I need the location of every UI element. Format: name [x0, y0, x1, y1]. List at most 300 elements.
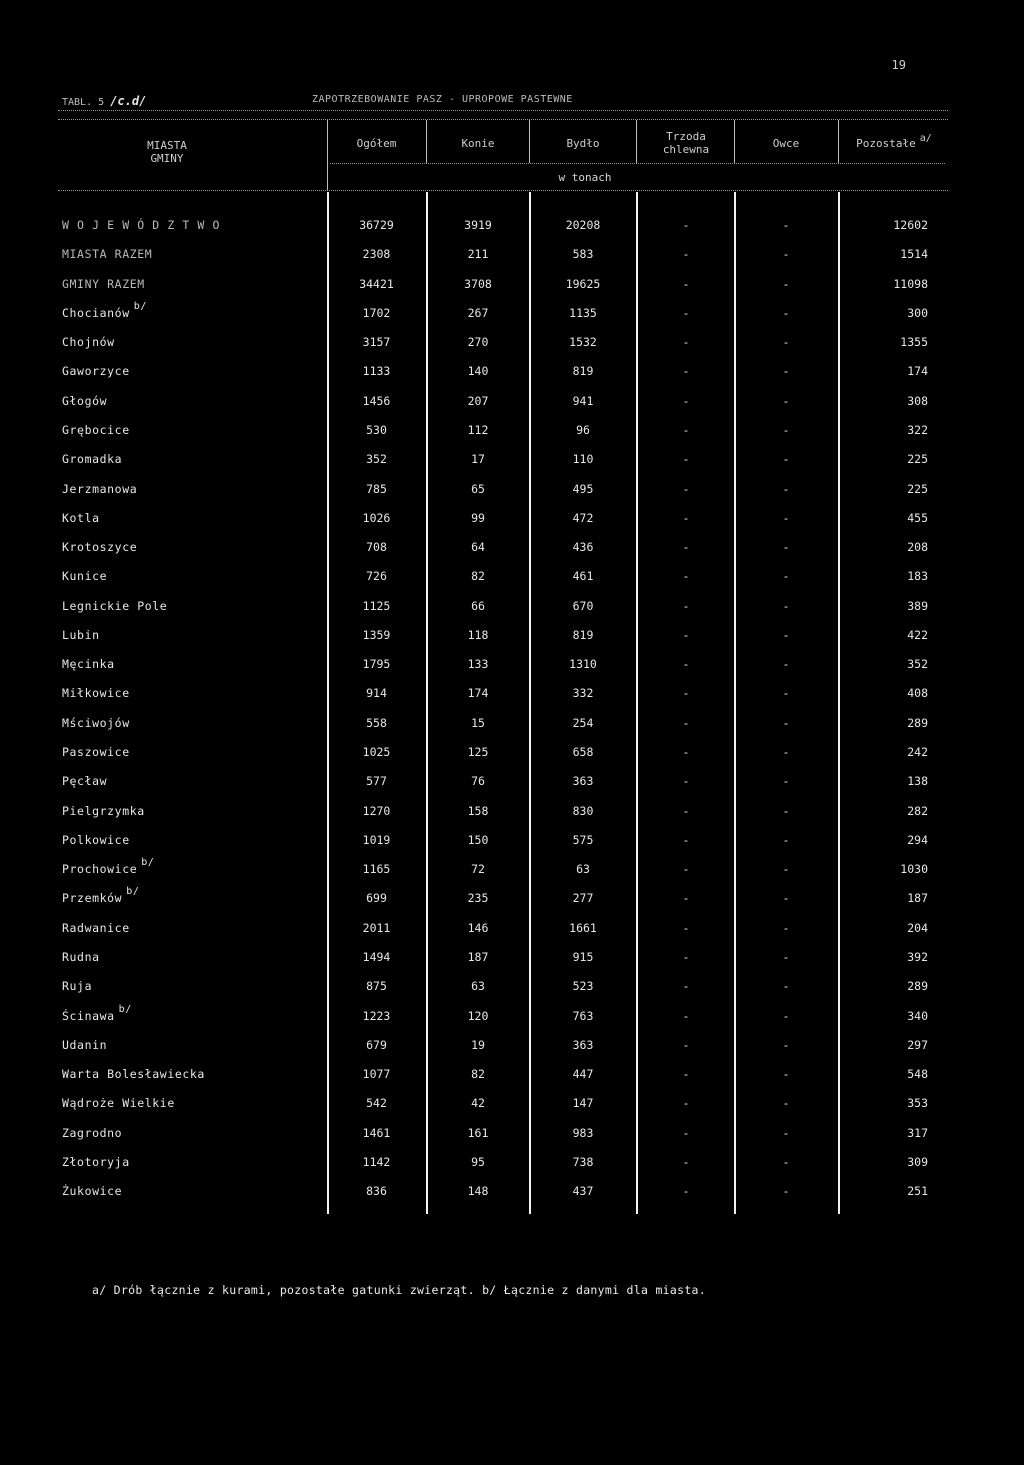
cell-pozostale: 183 — [907, 569, 928, 584]
table-row — [0, 1035, 1024, 1055]
cell-konie: 82 — [471, 1067, 485, 1082]
row-name — [62, 1123, 122, 1143]
cell-trzoda: - — [682, 598, 690, 613]
cell-konie: 65 — [471, 481, 485, 496]
cell-bydlo: 96 — [576, 422, 590, 437]
row-name — [62, 300, 147, 323]
footnote: a/ Drób łącznie z kurami, pozostałe gatunki zwierząt. b/ Łącznie z danymi dla miasta. — [92, 1283, 707, 1297]
cell-ogolem: 699 — [366, 891, 387, 906]
cell-pozostale: 300 — [907, 305, 928, 320]
cell-owce: - — [782, 686, 790, 701]
row-footnote-ref: b/ — [133, 300, 147, 312]
cell-bydlo: 363 — [572, 774, 594, 789]
cell-pozostale: 282 — [907, 803, 928, 818]
row-name-text: Pęcław — [62, 774, 108, 789]
cell-pozostale: 352 — [907, 657, 928, 672]
row-name-text: Warta Bolesławiecka — [62, 1067, 205, 1082]
cell-bydlo: 472 — [572, 510, 594, 525]
cell-bydlo: 437 — [572, 1184, 594, 1199]
col-header-owce: Owce — [772, 137, 800, 150]
row-name-text: Męcinka — [62, 657, 115, 672]
table-row — [0, 596, 1024, 616]
cell-pozostale: 174 — [907, 364, 928, 379]
row-name-text: MIASTA RAZEM — [62, 247, 153, 262]
row-name-text: Chocianów — [62, 305, 130, 320]
row-name-text: Wądroże Wielkie — [62, 1096, 175, 1111]
cell-ogolem: 1494 — [362, 950, 391, 964]
unit-rule — [330, 163, 945, 164]
row-name — [62, 244, 152, 264]
row-name-text: Głogów — [62, 393, 108, 408]
col-header-pozostale-label: Pozostałe — [856, 137, 916, 150]
row-name — [62, 713, 130, 733]
cell-trzoda: - — [682, 1184, 690, 1199]
table-row — [0, 859, 1024, 879]
cell-owce: - — [782, 422, 790, 437]
cell-konie: 140 — [467, 364, 489, 379]
top-rule — [58, 110, 948, 111]
cell-pozostale: 294 — [907, 832, 928, 847]
cell-pozostale: 242 — [907, 745, 928, 760]
cell-owce: - — [782, 745, 790, 760]
cell-pozostale: 1030 — [900, 862, 928, 877]
cell-trzoda: - — [682, 335, 690, 350]
cell-pozostale: 309 — [907, 1154, 928, 1169]
cell-pozostale: 289 — [907, 979, 928, 994]
cell-pozostale: 317 — [907, 1125, 928, 1140]
cell-bydlo: 436 — [572, 540, 594, 555]
cell-konie: 146 — [467, 920, 489, 935]
row-name — [62, 215, 220, 235]
cell-konie: 19 — [471, 1037, 485, 1052]
table-row — [0, 420, 1024, 440]
cell-bydlo: 819 — [572, 627, 594, 642]
cell-bydlo: 20208 — [565, 218, 601, 232]
cell-konie: 42 — [471, 1096, 485, 1111]
row-name — [62, 830, 130, 850]
cell-bydlo: 819 — [572, 364, 594, 379]
table-row — [0, 300, 1024, 323]
cell-bydlo: 523 — [572, 979, 594, 994]
row-name-text: Udanin — [62, 1037, 108, 1052]
cell-pozostale: 1355 — [900, 335, 928, 350]
cell-ogolem: 1165 — [362, 862, 391, 877]
vrule-head-5 — [838, 120, 839, 163]
cell-owce: - — [782, 364, 790, 379]
row-name-text: Kotla — [62, 510, 100, 525]
row-name-text: W O J E W Ó D Z T W O — [62, 218, 220, 232]
row-name-text: Chojnów — [62, 335, 115, 350]
cell-konie: 267 — [467, 305, 489, 320]
row-name — [62, 449, 122, 469]
cell-bydlo: 447 — [572, 1067, 594, 1082]
col-header-ogolem: Ogółem — [356, 137, 397, 150]
cell-trzoda: - — [682, 862, 690, 877]
cell-owce: - — [782, 247, 790, 262]
row-name-text: Ścinawa — [62, 1008, 115, 1023]
cell-pozostale: 138 — [907, 774, 928, 789]
cell-konie: 95 — [471, 1154, 485, 1169]
col-header-trzoda — [640, 130, 732, 156]
table-row — [0, 566, 1024, 586]
cell-konie: 3708 — [464, 276, 492, 291]
cell-pozostale: 225 — [907, 452, 928, 467]
cell-bydlo: 830 — [572, 803, 594, 818]
cell-pozostale: 12602 — [893, 218, 928, 232]
row-name — [62, 479, 137, 499]
table-row — [0, 479, 1024, 499]
vrule-head-0 — [327, 120, 328, 190]
cell-owce: - — [782, 832, 790, 847]
row-footnote-ref: b/ — [141, 857, 155, 869]
vrule-head-2 — [529, 120, 530, 163]
table-row — [0, 1152, 1024, 1172]
vrule-head-1 — [426, 120, 427, 163]
cell-owce: - — [782, 979, 790, 994]
cell-trzoda: - — [682, 1067, 690, 1082]
col-header-pozostale-note: a/ — [919, 133, 932, 144]
cell-konie: 72 — [471, 862, 485, 877]
cell-owce: - — [782, 920, 790, 935]
cell-ogolem: 542 — [366, 1096, 387, 1111]
cell-trzoda: - — [682, 218, 690, 232]
cell-trzoda: - — [682, 540, 690, 555]
cell-konie: 112 — [467, 422, 489, 437]
cell-trzoda: - — [682, 686, 690, 701]
row-name-text: Jerzmanowa — [62, 481, 138, 496]
cell-trzoda: - — [682, 891, 690, 906]
cell-ogolem: 1223 — [362, 1008, 391, 1023]
cell-owce: - — [782, 1125, 790, 1140]
cell-konie: 63 — [471, 979, 485, 994]
cell-trzoda: - — [682, 364, 690, 379]
cell-ogolem: 2308 — [362, 247, 391, 262]
cell-owce: - — [782, 1037, 790, 1052]
table-row — [0, 332, 1024, 352]
cell-konie: 161 — [467, 1125, 489, 1140]
table-row — [0, 713, 1024, 733]
row-name — [62, 1064, 205, 1084]
cell-trzoda: - — [682, 715, 690, 730]
table-row — [0, 1093, 1024, 1113]
cell-ogolem: 679 — [366, 1037, 387, 1052]
cell-pozostale: 1514 — [900, 247, 928, 262]
cell-konie: 64 — [471, 540, 485, 555]
cell-ogolem: 2011 — [362, 920, 391, 935]
cell-bydlo: 670 — [572, 598, 594, 613]
cell-ogolem: 352 — [366, 452, 387, 467]
cell-konie: 66 — [471, 598, 485, 613]
cell-bydlo: 658 — [572, 745, 594, 760]
cell-bydlo: 1661 — [569, 920, 597, 935]
row-name-text: Gaworzyce — [62, 364, 130, 379]
cell-trzoda: - — [682, 803, 690, 818]
cell-konie: 118 — [467, 627, 489, 642]
cell-trzoda: - — [682, 1125, 690, 1140]
cell-trzoda: - — [682, 950, 690, 964]
col-header-trzoda-l1: Trzoda — [666, 130, 706, 143]
cell-owce: - — [782, 218, 790, 232]
col-header-konie: Konie — [461, 137, 495, 150]
row-name — [62, 918, 130, 938]
cell-pozostale: 392 — [907, 950, 928, 964]
cell-konie: 174 — [467, 686, 489, 701]
row-name-text: Paszowice — [62, 745, 130, 760]
row-name-text: Lubin — [62, 627, 100, 642]
row-name — [62, 1003, 132, 1026]
table-row — [0, 918, 1024, 938]
cell-bydlo: 915 — [572, 950, 594, 964]
row-name-text: Radwanice — [62, 920, 130, 935]
cell-konie: 158 — [467, 803, 489, 818]
table-ref: /c.d/ — [110, 94, 147, 108]
col-header-trzoda-l2: chlewna — [662, 143, 710, 156]
row-name — [62, 654, 115, 674]
cell-konie: 270 — [467, 335, 489, 350]
cell-pozostale: 225 — [907, 481, 928, 496]
cell-owce: - — [782, 803, 790, 818]
table-row — [0, 771, 1024, 791]
row-footnote-ref: b/ — [118, 1003, 132, 1015]
cell-trzoda: - — [682, 481, 690, 496]
cell-owce: - — [782, 1096, 790, 1111]
table-row — [0, 625, 1024, 645]
cell-pozostale: 322 — [907, 422, 928, 437]
row-name-text: Rudna — [62, 950, 100, 964]
cell-bydlo: 495 — [572, 481, 594, 496]
header-bottom-rule — [58, 190, 948, 191]
table-row — [0, 1181, 1024, 1201]
row-name-text: Polkowice — [62, 832, 130, 847]
row-name-text: Mściwojów — [62, 715, 130, 730]
cell-pozostale: 208 — [907, 540, 928, 555]
row-name-text: Pielgrzymka — [62, 803, 145, 818]
row-name — [62, 886, 140, 908]
row-name — [62, 683, 130, 703]
row-name — [62, 566, 107, 586]
vrule-head-3 — [636, 120, 637, 163]
row-name-text: Ruja — [62, 979, 93, 994]
col-header-pozostale — [842, 133, 946, 151]
cell-bydlo: 583 — [572, 247, 594, 262]
cell-ogolem: 530 — [366, 422, 387, 437]
cell-pozostale: 455 — [907, 510, 928, 525]
row-name-text: Zagrodno — [62, 1125, 123, 1140]
cell-konie: 125 — [467, 745, 489, 760]
cell-bydlo: 1532 — [569, 335, 597, 350]
cell-trzoda: - — [682, 745, 690, 760]
cell-ogolem: 36729 — [359, 218, 394, 232]
row-name-text: Miłkowice — [62, 686, 130, 701]
cell-bydlo: 461 — [572, 569, 594, 584]
cell-bydlo: 1310 — [569, 657, 597, 672]
table-row — [0, 801, 1024, 821]
cell-konie: 133 — [467, 657, 489, 672]
cell-trzoda: - — [682, 1154, 690, 1169]
cell-trzoda: - — [682, 657, 690, 672]
row-name-text: Przemków — [62, 891, 123, 906]
table-row — [0, 683, 1024, 703]
cell-owce: - — [782, 1067, 790, 1082]
cell-ogolem: 1125 — [362, 598, 391, 613]
row-name-text: Legnickie Pole — [62, 598, 168, 613]
row-name — [62, 508, 100, 528]
cell-konie: 15 — [471, 715, 485, 730]
cell-ogolem: 914 — [366, 686, 387, 701]
cell-konie: 17 — [471, 452, 485, 467]
col-header-miasta: MIASTA — [147, 139, 187, 152]
cell-ogolem: 1142 — [362, 1154, 391, 1169]
cell-trzoda: - — [682, 452, 690, 467]
cell-pozostale: 297 — [907, 1037, 928, 1052]
cell-ogolem: 785 — [366, 481, 387, 496]
cell-ogolem: 1795 — [362, 657, 391, 672]
row-name-text: Żukowice — [62, 1184, 123, 1199]
row-name — [62, 947, 100, 967]
col-header-bydlo: Bydło — [566, 137, 600, 150]
cell-owce: - — [782, 569, 790, 584]
cell-ogolem: 1026 — [362, 510, 391, 525]
cell-trzoda: - — [682, 920, 690, 935]
cell-trzoda: - — [682, 305, 690, 320]
cell-konie: 120 — [467, 1008, 489, 1023]
cell-trzoda: - — [682, 422, 690, 437]
table-row — [0, 830, 1024, 850]
table-row — [0, 508, 1024, 528]
row-name — [62, 361, 130, 381]
col-header-miasta-gminy — [62, 139, 272, 165]
cell-konie: 82 — [471, 569, 485, 584]
cell-ogolem: 726 — [366, 569, 387, 584]
cell-owce: - — [782, 891, 790, 906]
cell-bydlo: 983 — [572, 1125, 594, 1140]
cell-ogolem: 1270 — [362, 803, 391, 818]
row-name-text: Kunice — [62, 569, 108, 584]
cell-owce: - — [782, 627, 790, 642]
row-name — [62, 1181, 122, 1201]
cell-owce: - — [782, 393, 790, 408]
cell-pozostale: 204 — [907, 920, 928, 935]
cell-trzoda: - — [682, 1008, 690, 1023]
cell-owce: - — [782, 1154, 790, 1169]
table-row — [0, 654, 1024, 674]
row-name-text: Prochowice — [62, 862, 138, 877]
table-row — [0, 976, 1024, 996]
unit-label: w tonach — [558, 171, 612, 184]
row-name — [62, 625, 100, 645]
table-row — [0, 1064, 1024, 1084]
row-footnote-ref: b/ — [126, 886, 140, 898]
row-name — [62, 1152, 130, 1172]
cell-bydlo: 763 — [572, 1008, 594, 1023]
cell-pozostale: 308 — [907, 393, 928, 408]
cell-konie: 150 — [467, 832, 489, 847]
table-number: TABL. 5 — [62, 97, 105, 108]
cell-owce: - — [782, 657, 790, 672]
row-name — [62, 596, 167, 616]
top-rule-2 — [58, 119, 948, 120]
cell-pozostale: 187 — [907, 891, 928, 906]
cell-owce: - — [782, 510, 790, 525]
cell-bydlo: 332 — [572, 686, 594, 701]
page-number: 19 — [891, 58, 906, 72]
cell-bydlo: 110 — [572, 452, 594, 467]
row-name — [62, 332, 115, 352]
cell-ogolem: 34421 — [359, 276, 394, 291]
cell-pozostale: 408 — [907, 686, 928, 701]
cell-owce: - — [782, 1184, 790, 1199]
cell-bydlo: 363 — [572, 1037, 594, 1052]
cell-bydlo: 1135 — [569, 305, 597, 320]
cell-owce: - — [782, 1008, 790, 1023]
table-title: ZAPOTRZEBOWANIE PASZ - UPROPOWE PASTEWNE — [312, 94, 573, 105]
cell-pozostale: 289 — [907, 715, 928, 730]
cell-trzoda: - — [682, 832, 690, 847]
row-name-text: Gromadka — [62, 452, 123, 467]
cell-pozostale: 389 — [907, 598, 928, 613]
cell-trzoda: - — [682, 569, 690, 584]
cell-trzoda: - — [682, 276, 690, 291]
row-name — [62, 1035, 107, 1055]
cell-bydlo: 941 — [572, 393, 594, 408]
table-row — [0, 244, 1024, 264]
row-name — [62, 976, 92, 996]
cell-trzoda: - — [682, 1037, 690, 1052]
cell-konie: 3919 — [464, 218, 492, 232]
table-row — [0, 742, 1024, 762]
row-name-text: GMINY RAZEM — [62, 276, 145, 291]
table-row — [0, 888, 1024, 908]
cell-pozostale: 11098 — [893, 276, 928, 291]
table-caption — [62, 94, 146, 108]
table-row — [0, 391, 1024, 411]
cell-konie: 207 — [467, 393, 489, 408]
cell-ogolem: 1077 — [362, 1067, 391, 1082]
cell-ogolem: 1359 — [362, 627, 391, 642]
row-name — [62, 537, 137, 557]
cell-pozostale: 548 — [907, 1067, 928, 1082]
table-row — [0, 274, 1024, 294]
cell-ogolem: 1019 — [362, 832, 391, 847]
cell-bydlo: 277 — [572, 891, 594, 906]
table-row — [0, 361, 1024, 381]
cell-trzoda: - — [682, 510, 690, 525]
cell-ogolem: 558 — [366, 715, 387, 730]
cell-owce: - — [782, 452, 790, 467]
cell-bydlo: 575 — [572, 832, 594, 847]
cell-owce: - — [782, 950, 790, 964]
cell-trzoda: - — [682, 774, 690, 789]
cell-pozostale: 251 — [907, 1184, 928, 1199]
cell-bydlo: 254 — [572, 715, 594, 730]
row-name — [62, 274, 145, 294]
cell-bydlo: 63 — [576, 862, 590, 877]
row-name — [62, 801, 145, 821]
row-name — [62, 857, 155, 879]
row-name — [62, 742, 130, 762]
cell-bydlo: 147 — [572, 1096, 594, 1111]
table-row — [0, 215, 1024, 235]
cell-trzoda: - — [682, 979, 690, 994]
row-name-text: Krotoszyce — [62, 540, 138, 555]
cell-trzoda: - — [682, 627, 690, 642]
cell-ogolem: 1025 — [362, 745, 391, 760]
cell-konie: 235 — [467, 891, 489, 906]
cell-ogolem: 1461 — [362, 1125, 391, 1140]
table-row — [0, 537, 1024, 557]
cell-ogolem: 836 — [366, 1184, 387, 1199]
vrule-head-4 — [734, 120, 735, 163]
